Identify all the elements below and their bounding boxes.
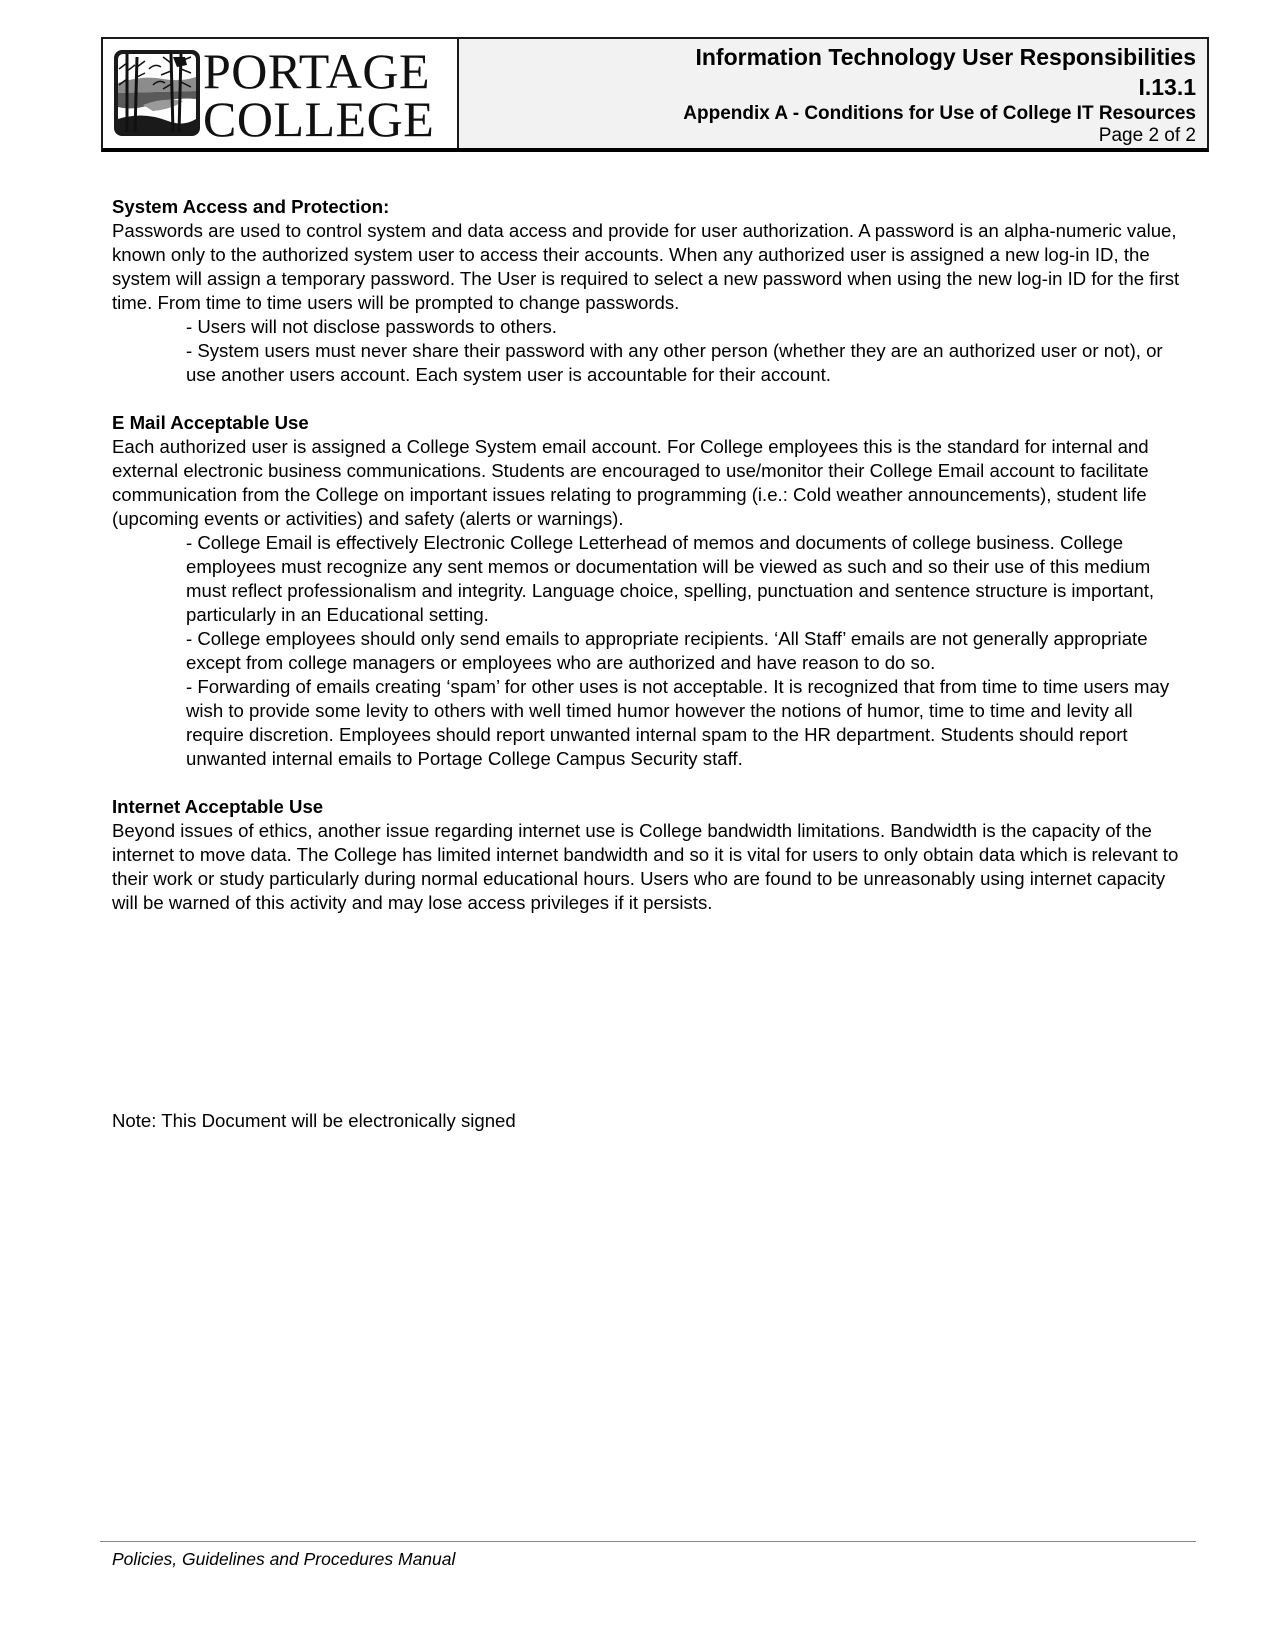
section-system-access — [112, 195, 1182, 387]
logo-wordmark-line2: COLLEGE — [203, 91, 435, 147]
signature-note: Note: This Document will be electronically signed — [112, 1110, 516, 1131]
policy-code: I.13.1 — [1138, 74, 1196, 100]
bullet-item: - College employees should only send emails to appropriate recipients. ‘All Staff’ emails are not generally appropriate except from college managers or employees who are authorized and have reason to do so. — [186, 628, 1148, 673]
document-header — [101, 37, 1209, 152]
bullet-item: - System users must never share their password with any other person (whether they are an authorized user or not), or use another users account. Each system user is accountable for their account. — [186, 340, 1163, 385]
bullet-list — [112, 531, 1182, 771]
bullet-item: - Forwarding of emails creating ‘spam’ for other uses is not acceptable. It is recognized that from time to time users may wish to provide some levity to others with well timed humor however the notions of humor, time to time and levity all require discretion. Employees should report unwanted internal spam to the HR department. Students should report unwanted internal emails to Portage College Campus Security staff. — [186, 676, 1170, 769]
footer-divider — [100, 1541, 1196, 1542]
logo-cell — [103, 39, 459, 148]
section-paragraph: Beyond issues of ethics, another issue regarding internet use is College bandwidth limitations. Bandwidth is the capacity of the internet to move data. The College has limited internet bandwidth and so it is vital for users to only obtain data which is relevant to their work or study particularly during normal educational hours. Users who are found to be unreasonably using internet capacity will be warned of this activity and may lose access privileges if it persists. — [112, 820, 1179, 913]
section-heading: System Access and Protection: — [112, 196, 390, 217]
bullet-list — [112, 315, 1182, 387]
section-heading: E Mail Acceptable Use — [112, 412, 309, 433]
bullet-item: - Users will not disclose passwords to others. — [186, 316, 557, 337]
section-internet-use — [112, 795, 1182, 915]
forest-lake-landscape-icon — [113, 49, 201, 137]
logo-wordmark-line1: PORTAGE — [203, 43, 431, 99]
document-title: Information Technology User Responsibilities — [695, 44, 1196, 70]
section-heading: Internet Acceptable Use — [112, 796, 324, 817]
page-indicator: Page 2 of 2 — [1098, 125, 1196, 146]
footer-manual-title: Policies, Guidelines and Procedures Manual — [112, 1549, 456, 1569]
section-paragraph: Each authorized user is assigned a College System email account. For College employees this is the standard for internal and external electronic business communications. Students are encouraged to use/monitor their College Email account to facilitate communication from the College on important issues relating to programming (i.e.: Cold weather announcements), student life (upcoming events or activities) and safety (alerts or warnings). — [112, 436, 1149, 529]
title-cell — [459, 39, 1207, 148]
section-email-use — [112, 411, 1182, 771]
document-subtitle: Appendix A - Conditions for Use of College IT Resources — [683, 103, 1196, 124]
section-paragraph: Passwords are used to control system and data access and provide for user authorization. A password is an alpha-numeric value, known only to the authorized system user to access their accounts. When any authorized user is assigned a new log-in ID, the system will assign a temporary password. The User is required to select a new password when using the new log-in ID for the first time. From time to time users will be prompted to change passwords. — [112, 220, 1180, 313]
bullet-item: - College Email is effectively Electronic College Letterhead of memos and documents of college business. College employees must recognize any sent memos or documentation will be viewed as such and so their use of this medium must reflect professionalism and integrity. Language choice, spelling, punctuation and sentence structure is important, particularly in an Educational setting. — [186, 532, 1155, 625]
document-body — [112, 195, 1182, 939]
